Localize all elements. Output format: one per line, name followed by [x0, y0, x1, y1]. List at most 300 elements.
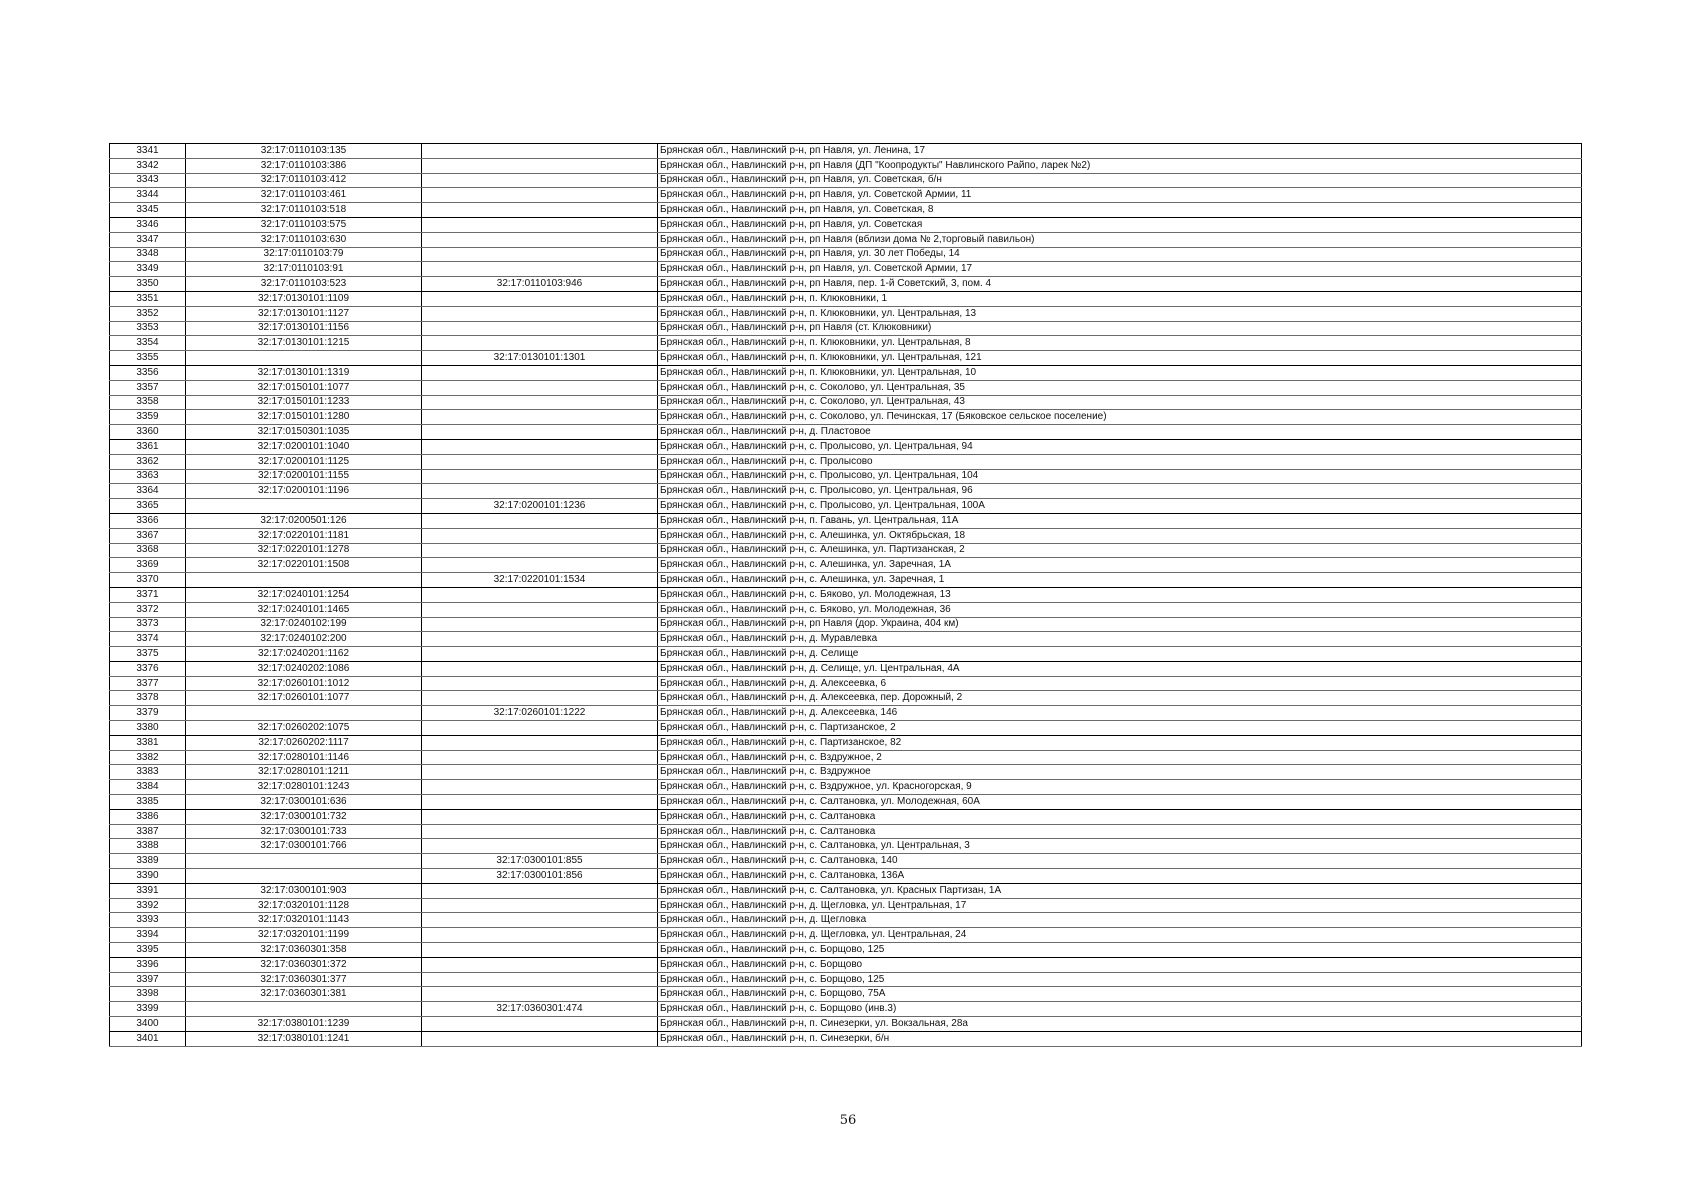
row-number: 3358 — [110, 395, 186, 410]
table-row — [110, 439, 1582, 454]
address: Брянская обл., Навлинский р-н, с. Соколово, ул. Центральная, 43 — [658, 395, 1582, 410]
address: Брянская обл., Навлинский р-н, рп Навля, ул. Советская, б/н — [658, 173, 1582, 188]
cadastral-number — [186, 869, 422, 884]
cadastral-number — [186, 706, 422, 721]
cadastral-number-alt — [422, 513, 658, 528]
address: Брянская обл., Навлинский р-н, с. Салтановка, 140 — [658, 854, 1582, 869]
cadastral-number — [186, 573, 422, 588]
row-number: 3385 — [110, 795, 186, 810]
cadastral-number: 32:17:0320101:1128 — [186, 898, 422, 913]
cadastral-table-body — [110, 144, 1582, 1047]
address: Брянская обл., Навлинский р-н, рп Навля (вблизи дома № 2,торговый павильон) — [658, 232, 1582, 247]
cadastral-number: 32:17:0200101:1040 — [186, 439, 422, 454]
table-row — [110, 632, 1582, 647]
row-number: 3398 — [110, 987, 186, 1002]
cadastral-number: 32:17:0200501:126 — [186, 513, 422, 528]
row-number: 3373 — [110, 617, 186, 632]
address: Брянская обл., Навлинский р-н, п. Клюковники, 1 — [658, 291, 1582, 306]
address: Брянская обл., Навлинский р-н, с. Салтановка — [658, 824, 1582, 839]
row-number: 3371 — [110, 587, 186, 602]
cadastral-number: 32:17:0110103:79 — [186, 247, 422, 262]
cadastral-number: 32:17:0240102:199 — [186, 617, 422, 632]
cadastral-number-alt: 32:17:0220101:1534 — [422, 573, 658, 588]
address: Брянская обл., Навлинский р-н, с. Алешинка, ул. Заречная, 1А — [658, 558, 1582, 573]
table-row — [110, 158, 1582, 173]
row-number: 3354 — [110, 336, 186, 351]
table-row — [110, 513, 1582, 528]
cadastral-number: 32:17:0260101:1077 — [186, 691, 422, 706]
address: Брянская обл., Навлинский р-н, п. Синезерки, ул. Вокзальная, 28а — [658, 1017, 1582, 1032]
cadastral-number: 32:17:0150301:1035 — [186, 425, 422, 440]
cadastral-number: 32:17:0380101:1239 — [186, 1017, 422, 1032]
row-number: 3390 — [110, 869, 186, 884]
cadastral-number: 32:17:0130101:1215 — [186, 336, 422, 351]
cadastral-number: 32:17:0110103:135 — [186, 144, 422, 159]
table-row — [110, 795, 1582, 810]
table-row — [110, 750, 1582, 765]
row-number: 3370 — [110, 573, 186, 588]
row-number: 3391 — [110, 883, 186, 898]
table-row — [110, 647, 1582, 662]
cadastral-number: 32:17:0280101:1146 — [186, 750, 422, 765]
cadastral-number-alt — [422, 617, 658, 632]
cadastral-number-alt — [422, 188, 658, 203]
table-row — [110, 277, 1582, 292]
address: Брянская обл., Навлинский р-н, с. Салтановка — [658, 809, 1582, 824]
table-row — [110, 587, 1582, 602]
address: Брянская обл., Навлинский р-н, рп Навля (дор. Украина, 404 км) — [658, 617, 1582, 632]
cadastral-number-alt: 32:17:0260101:1222 — [422, 706, 658, 721]
row-number: 3343 — [110, 173, 186, 188]
address: Брянская обл., Навлинский р-н, д. Щегловка, ул. Центральная, 17 — [658, 898, 1582, 913]
address: Брянская обл., Навлинский р-н, с. Партизанское, 82 — [658, 735, 1582, 750]
row-number: 3342 — [110, 158, 186, 173]
address: Брянская обл., Навлинский р-н, д. Алексеевка, пер. Дорожный, 2 — [658, 691, 1582, 706]
cadastral-number: 32:17:0240101:1465 — [186, 602, 422, 617]
address: Брянская обл., Навлинский р-н, рп Навля, ул. 30 лет Победы, 14 — [658, 247, 1582, 262]
row-number: 3366 — [110, 513, 186, 528]
cadastral-number-alt — [422, 380, 658, 395]
row-number: 3347 — [110, 232, 186, 247]
cadastral-number: 32:17:0110103:630 — [186, 232, 422, 247]
cadastral-number-alt — [422, 602, 658, 617]
cadastral-number-alt — [422, 957, 658, 972]
cadastral-number: 32:17:0240102:200 — [186, 632, 422, 647]
cadastral-number-alt — [422, 173, 658, 188]
cadastral-number — [186, 854, 422, 869]
row-number: 3387 — [110, 824, 186, 839]
table-row — [110, 839, 1582, 854]
address: Брянская обл., Навлинский р-н, с. Алешинка, ул. Партизанская, 2 — [658, 543, 1582, 558]
cadastral-number: 32:17:0240201:1162 — [186, 647, 422, 662]
address: Брянская обл., Навлинский р-н, с. Борщово (инв.3) — [658, 1002, 1582, 1017]
cadastral-number-alt — [422, 469, 658, 484]
address: Брянская обл., Навлинский р-н, с. Вздружное, ул. Красногорская, 9 — [658, 780, 1582, 795]
row-number: 3394 — [110, 928, 186, 943]
cadastral-number-alt: 32:17:0200101:1236 — [422, 499, 658, 514]
address: Брянская обл., Навлинский р-н, с. Пролысово, ул. Центральная, 94 — [658, 439, 1582, 454]
cadastral-number-alt — [422, 943, 658, 958]
address: Брянская обл., Навлинский р-н, с. Борщово — [658, 957, 1582, 972]
table-row — [110, 484, 1582, 499]
cadastral-number-alt — [422, 809, 658, 824]
row-number: 3365 — [110, 499, 186, 514]
row-number: 3351 — [110, 291, 186, 306]
row-number: 3349 — [110, 262, 186, 277]
table-row — [110, 869, 1582, 884]
cadastral-number-alt — [422, 558, 658, 573]
cadastral-number: 32:17:0260101:1012 — [186, 676, 422, 691]
row-number: 3363 — [110, 469, 186, 484]
address: Брянская обл., Навлинский р-н, с. Пролысово, ул. Центральная, 100А — [658, 499, 1582, 514]
row-number: 3392 — [110, 898, 186, 913]
cadastral-number: 32:17:0220101:1181 — [186, 528, 422, 543]
row-number: 3377 — [110, 676, 186, 691]
cadastral-number: 32:17:0300101:903 — [186, 883, 422, 898]
table-row — [110, 765, 1582, 780]
table-row — [110, 928, 1582, 943]
row-number: 3401 — [110, 1031, 186, 1046]
table-row — [110, 321, 1582, 336]
address: Брянская обл., Навлинский р-н, п. Клюковники, ул. Центральная, 121 — [658, 351, 1582, 366]
cadastral-number: 32:17:0320101:1199 — [186, 928, 422, 943]
cadastral-number: 32:17:0110103:518 — [186, 203, 422, 218]
table-row — [110, 661, 1582, 676]
cadastral-number: 32:17:0200101:1196 — [186, 484, 422, 499]
table-row — [110, 883, 1582, 898]
table-row — [110, 898, 1582, 913]
table-row — [110, 247, 1582, 262]
cadastral-number-alt — [422, 321, 658, 336]
address: Брянская обл., Навлинский р-н, с. Пролысово — [658, 454, 1582, 469]
cadastral-number: 32:17:0240202:1086 — [186, 661, 422, 676]
table-row — [110, 957, 1582, 972]
cadastral-number-alt — [422, 247, 658, 262]
cadastral-number-alt — [422, 306, 658, 321]
address: Брянская обл., Навлинский р-н, с. Пролысово, ул. Центральная, 96 — [658, 484, 1582, 499]
table-row — [110, 780, 1582, 795]
row-number: 3380 — [110, 721, 186, 736]
row-number: 3374 — [110, 632, 186, 647]
address: Брянская обл., Навлинский р-н, п. Клюковники, ул. Центральная, 8 — [658, 336, 1582, 351]
cadastral-number-alt — [422, 661, 658, 676]
row-number: 3379 — [110, 706, 186, 721]
cadastral-number-alt — [422, 262, 658, 277]
table-row — [110, 706, 1582, 721]
cadastral-number-alt — [422, 632, 658, 647]
address: Брянская обл., Навлинский р-н, д. Алексеевка, 6 — [658, 676, 1582, 691]
address: Брянская обл., Навлинский р-н, рп Навля (ДП "Коопродукты" Навлинского Райпо, ларек №2) — [658, 158, 1582, 173]
cadastral-number: 32:17:0280101:1211 — [186, 765, 422, 780]
row-number: 3364 — [110, 484, 186, 499]
cadastral-number-alt: 32:17:0300101:855 — [422, 854, 658, 869]
address: Брянская обл., Навлинский р-н, рп Навля, ул. Советской Армии, 11 — [658, 188, 1582, 203]
table-row — [110, 543, 1582, 558]
cadastral-number: 32:17:0110103:575 — [186, 217, 422, 232]
cadastral-number-alt — [422, 365, 658, 380]
row-number: 3359 — [110, 410, 186, 425]
cadastral-number-alt: 32:17:0130101:1301 — [422, 351, 658, 366]
address: Брянская обл., Навлинский р-н, с. Соколово, ул. Печинская, 17 (Бяковское сельское поселение) — [658, 410, 1582, 425]
row-number: 3389 — [110, 854, 186, 869]
cadastral-number-alt — [422, 735, 658, 750]
table-row — [110, 676, 1582, 691]
cadastral-number-alt — [422, 913, 658, 928]
table-row — [110, 528, 1582, 543]
cadastral-number-alt — [422, 217, 658, 232]
cadastral-number: 32:17:0240101:1254 — [186, 587, 422, 602]
cadastral-number-alt — [422, 528, 658, 543]
address: Брянская обл., Навлинский р-н, с. Пролысово, ул. Центральная, 104 — [658, 469, 1582, 484]
address: Брянская обл., Навлинский р-н, с. Борщово, 125 — [658, 943, 1582, 958]
table-row — [110, 188, 1582, 203]
address: Брянская обл., Навлинский р-н, с. Соколово, ул. Центральная, 35 — [658, 380, 1582, 395]
table-row — [110, 987, 1582, 1002]
row-number: 3368 — [110, 543, 186, 558]
cadastral-number: 32:17:0150101:1233 — [186, 395, 422, 410]
table-row — [110, 721, 1582, 736]
cadastral-number: 32:17:0110103:523 — [186, 277, 422, 292]
cadastral-number-alt — [422, 750, 658, 765]
table-row — [110, 824, 1582, 839]
cadastral-number: 32:17:0200101:1125 — [186, 454, 422, 469]
cadastral-number: 32:17:0150101:1280 — [186, 410, 422, 425]
row-number: 3372 — [110, 602, 186, 617]
row-number: 3352 — [110, 306, 186, 321]
cadastral-number-alt — [422, 158, 658, 173]
cadastral-number: 32:17:0280101:1243 — [186, 780, 422, 795]
table-row — [110, 943, 1582, 958]
row-number: 3357 — [110, 380, 186, 395]
address: Брянская обл., Навлинский р-н, с. Алешинка, ул. Октябрьская, 18 — [658, 528, 1582, 543]
address: Брянская обл., Навлинский р-н, д. Щегловка, ул. Центральная, 24 — [658, 928, 1582, 943]
cadastral-number-alt — [422, 676, 658, 691]
row-number: 3395 — [110, 943, 186, 958]
cadastral-number: 32:17:0360301:377 — [186, 972, 422, 987]
table-row — [110, 144, 1582, 159]
cadastral-number: 32:17:0110103:412 — [186, 173, 422, 188]
address: Брянская обл., Навлинский р-н, с. Партизанское, 2 — [658, 721, 1582, 736]
address: Брянская обл., Навлинский р-н, с. Салтановка, 136А — [658, 869, 1582, 884]
table-row — [110, 469, 1582, 484]
address: Брянская обл., Навлинский р-н, д. Селище — [658, 647, 1582, 662]
cadastral-number-alt — [422, 454, 658, 469]
address: Брянская обл., Навлинский р-н, рп Навля, ул. Ленина, 17 — [658, 144, 1582, 159]
row-number: 3350 — [110, 277, 186, 292]
table-row — [110, 410, 1582, 425]
address: Брянская обл., Навлинский р-н, п. Клюковники, ул. Центральная, 10 — [658, 365, 1582, 380]
cadastral-number-alt: 32:17:0110103:946 — [422, 277, 658, 292]
cadastral-number: 32:17:0150101:1077 — [186, 380, 422, 395]
row-number: 3346 — [110, 217, 186, 232]
row-number: 3367 — [110, 528, 186, 543]
table-row — [110, 232, 1582, 247]
cadastral-number-alt — [422, 410, 658, 425]
table-row — [110, 454, 1582, 469]
cadastral-number-alt — [422, 765, 658, 780]
cadastral-table — [109, 143, 1582, 1047]
table-row — [110, 499, 1582, 514]
table-row — [110, 173, 1582, 188]
row-number: 3353 — [110, 321, 186, 336]
address: Брянская обл., Навлинский р-н, с. Бяково, ул. Молодежная, 36 — [658, 602, 1582, 617]
table-row — [110, 558, 1582, 573]
table-row — [110, 854, 1582, 869]
cadastral-number: 32:17:0380101:1241 — [186, 1031, 422, 1046]
table-row — [110, 913, 1582, 928]
table-row — [110, 425, 1582, 440]
cadastral-number-alt — [422, 232, 658, 247]
row-number: 3378 — [110, 691, 186, 706]
cadastral-number: 32:17:0130101:1319 — [186, 365, 422, 380]
address: Брянская обл., Навлинский р-н, с. Салтановка, ул. Молодежная, 60А — [658, 795, 1582, 810]
address: Брянская обл., Навлинский р-н, рп Навля, ул. Советская — [658, 217, 1582, 232]
cadastral-number-alt — [422, 647, 658, 662]
address: Брянская обл., Навлинский р-н, с. Вздружное, 2 — [658, 750, 1582, 765]
cadastral-number: 32:17:0360301:381 — [186, 987, 422, 1002]
address: Брянская обл., Навлинский р-н, п. Клюковники, ул. Центральная, 13 — [658, 306, 1582, 321]
cadastral-number — [186, 1002, 422, 1017]
cadastral-number-alt — [422, 1031, 658, 1046]
table-row — [110, 1017, 1582, 1032]
cadastral-number: 32:17:0300101:636 — [186, 795, 422, 810]
address: Брянская обл., Навлинский р-н, д. Алексеевка, 146 — [658, 706, 1582, 721]
cadastral-number: 32:17:0260202:1075 — [186, 721, 422, 736]
table-row — [110, 1031, 1582, 1046]
cadastral-number-alt — [422, 425, 658, 440]
address: Брянская обл., Навлинский р-н, с. Вздружное — [658, 765, 1582, 780]
address: Брянская обл., Навлинский р-н, с. Салтановка, ул. Центральная, 3 — [658, 839, 1582, 854]
cadastral-number-alt — [422, 336, 658, 351]
address: Брянская обл., Навлинский р-н, д. Щегловка — [658, 913, 1582, 928]
row-number: 3341 — [110, 144, 186, 159]
address: Брянская обл., Навлинский р-н, с. Салтановка, ул. Красных Партизан, 1А — [658, 883, 1582, 898]
cadastral-number-alt — [422, 395, 658, 410]
row-number: 3369 — [110, 558, 186, 573]
row-number: 3344 — [110, 188, 186, 203]
page-number: 56 — [839, 1113, 857, 1128]
table-row — [110, 573, 1582, 588]
cadastral-number-alt: 32:17:0360301:474 — [422, 1002, 658, 1017]
row-number: 3396 — [110, 957, 186, 972]
table-row — [110, 691, 1582, 706]
address: Брянская обл., Навлинский р-н, рп Навля (ст. Клюковники) — [658, 321, 1582, 336]
table-row — [110, 602, 1582, 617]
address: Брянская обл., Навлинский р-н, п. Гавань, ул. Центральная, 11А — [658, 513, 1582, 528]
cadastral-number-alt — [422, 721, 658, 736]
row-number: 3397 — [110, 972, 186, 987]
address: Брянская обл., Навлинский р-н, с. Алешинка, ул. Заречная, 1 — [658, 573, 1582, 588]
table-row — [110, 395, 1582, 410]
row-number: 3384 — [110, 780, 186, 795]
cadastral-number-alt — [422, 898, 658, 913]
cadastral-number-alt — [422, 543, 658, 558]
row-number: 3383 — [110, 765, 186, 780]
row-number: 3386 — [110, 809, 186, 824]
row-number: 3399 — [110, 1002, 186, 1017]
table-row — [110, 380, 1582, 395]
row-number: 3361 — [110, 439, 186, 454]
row-number: 3360 — [110, 425, 186, 440]
row-number: 3376 — [110, 661, 186, 676]
cadastral-number-alt — [422, 839, 658, 854]
address: Брянская обл., Навлинский р-н, с. Бяково, ул. Молодежная, 13 — [658, 587, 1582, 602]
table-row — [110, 351, 1582, 366]
cadastral-number: 32:17:0300101:732 — [186, 809, 422, 824]
address: Брянская обл., Навлинский р-н, с. Борщово, 125 — [658, 972, 1582, 987]
row-number: 3388 — [110, 839, 186, 854]
row-number: 3355 — [110, 351, 186, 366]
table-row — [110, 1002, 1582, 1017]
cadastral-number: 32:17:0220101:1278 — [186, 543, 422, 558]
cadastral-number-alt — [422, 928, 658, 943]
cadastral-number-alt — [422, 691, 658, 706]
cadastral-number: 32:17:0320101:1143 — [186, 913, 422, 928]
cadastral-number-alt — [422, 439, 658, 454]
address: Брянская обл., Навлинский р-н, с. Борщово, 75А — [658, 987, 1582, 1002]
cadastral-number-alt — [422, 291, 658, 306]
address: Брянская обл., Навлинский р-н, д. Пластовое — [658, 425, 1582, 440]
table-row — [110, 306, 1582, 321]
cadastral-number-alt — [422, 1017, 658, 1032]
address: Брянская обл., Навлинский р-н, рп Навля, ул. Советская, 8 — [658, 203, 1582, 218]
table-row — [110, 735, 1582, 750]
row-number: 3345 — [110, 203, 186, 218]
cadastral-number: 32:17:0260202:1117 — [186, 735, 422, 750]
address: Брянская обл., Навлинский р-н, д. Селище, ул. Центральная, 4А — [658, 661, 1582, 676]
cadastral-number-alt — [422, 780, 658, 795]
row-number: 3362 — [110, 454, 186, 469]
cadastral-number: 32:17:0220101:1508 — [186, 558, 422, 573]
address: Брянская обл., Навлинский р-н, рп Навля, ул. Советской Армии, 17 — [658, 262, 1582, 277]
cadastral-number: 32:17:0130101:1109 — [186, 291, 422, 306]
table-row — [110, 291, 1582, 306]
row-number: 3381 — [110, 735, 186, 750]
table-row — [110, 809, 1582, 824]
cadastral-number — [186, 351, 422, 366]
cadastral-number-alt — [422, 484, 658, 499]
cadastral-number-alt — [422, 795, 658, 810]
cadastral-number: 32:17:0200101:1155 — [186, 469, 422, 484]
cadastral-number: 32:17:0130101:1127 — [186, 306, 422, 321]
table-row — [110, 972, 1582, 987]
cadastral-number-alt — [422, 987, 658, 1002]
cadastral-number-alt — [422, 587, 658, 602]
cadastral-number: 32:17:0300101:766 — [186, 839, 422, 854]
table-row — [110, 262, 1582, 277]
table-row — [110, 365, 1582, 380]
cadastral-number: 32:17:0300101:733 — [186, 824, 422, 839]
cadastral-number-alt — [422, 824, 658, 839]
cadastral-number-alt: 32:17:0300101:856 — [422, 869, 658, 884]
cadastral-number-alt — [422, 144, 658, 159]
table-row — [110, 217, 1582, 232]
cadastral-number: 32:17:0130101:1156 — [186, 321, 422, 336]
cadastral-number: 32:17:0110103:91 — [186, 262, 422, 277]
row-number: 3348 — [110, 247, 186, 262]
address: Брянская обл., Навлинский р-н, п. Синезерки, б/н — [658, 1031, 1582, 1046]
cadastral-number: 32:17:0110103:386 — [186, 158, 422, 173]
address: Брянская обл., Навлинский р-н, рп Навля, пер. 1-й Советский, 3, пом. 4 — [658, 277, 1582, 292]
cadastral-number: 32:17:0110103:461 — [186, 188, 422, 203]
row-number: 3375 — [110, 647, 186, 662]
cadastral-number-alt — [422, 972, 658, 987]
row-number: 3393 — [110, 913, 186, 928]
table-row — [110, 617, 1582, 632]
table-row — [110, 336, 1582, 351]
cadastral-number: 32:17:0360301:372 — [186, 957, 422, 972]
table-row — [110, 203, 1582, 218]
